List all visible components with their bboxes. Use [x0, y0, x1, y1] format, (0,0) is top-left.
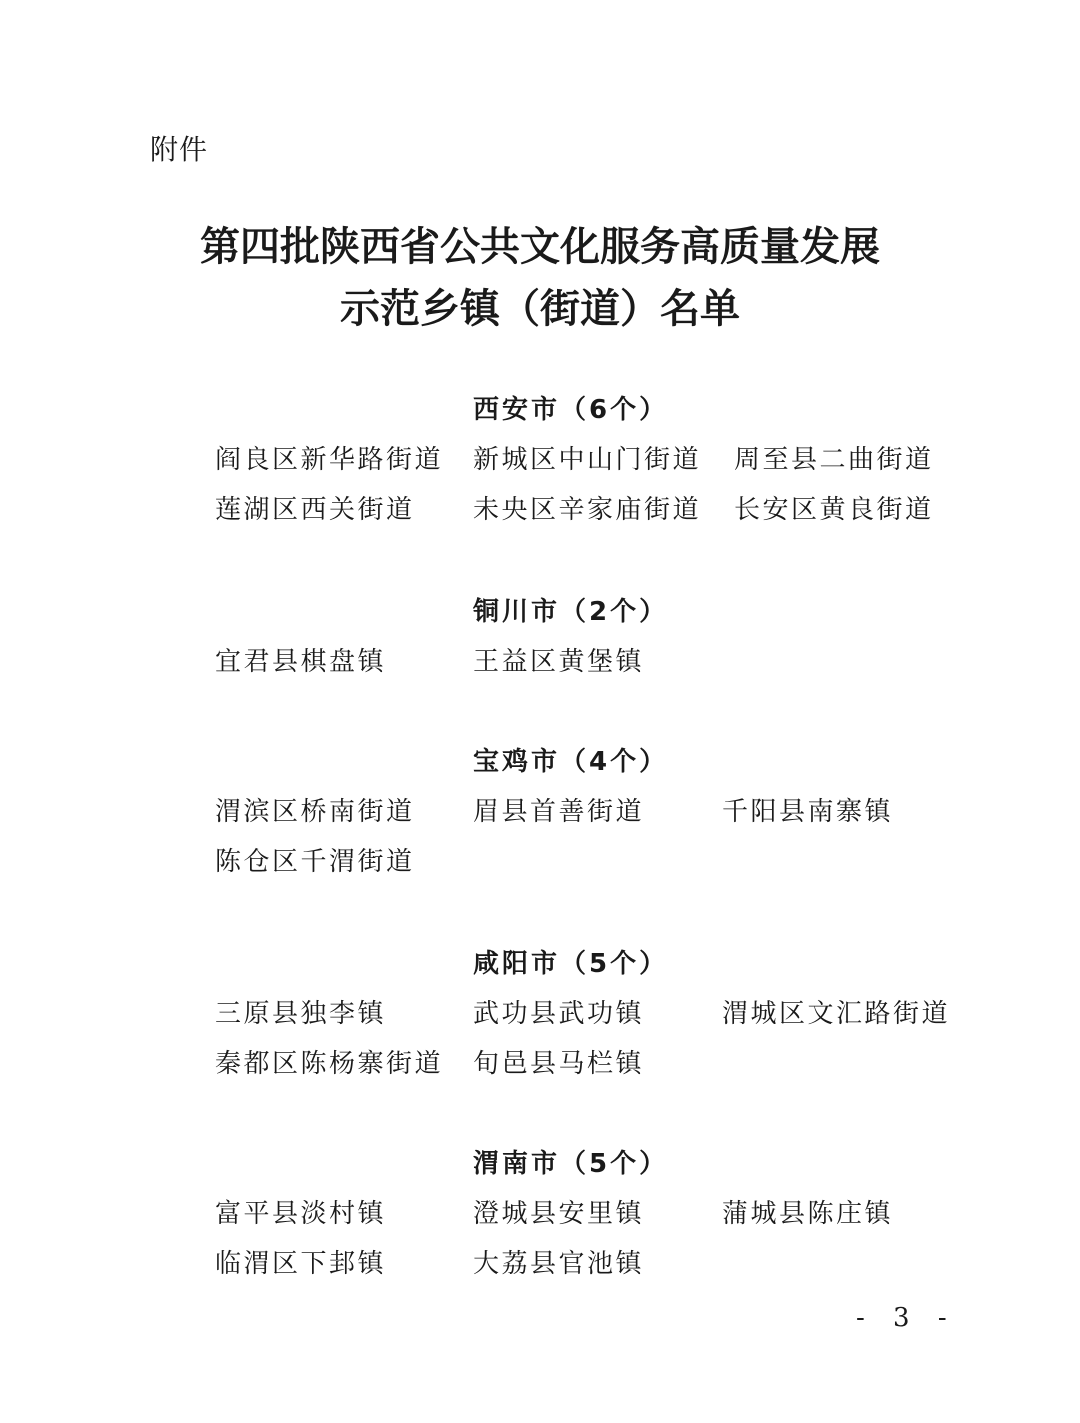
document-title [0, 216, 1080, 340]
city-heading: 咸阳市（5个） [473, 949, 669, 979]
town-item: 富平县淡村镇 [215, 1199, 387, 1229]
town-item: 王益区黄堡镇 [473, 647, 645, 677]
attachment-label: 附件 [150, 133, 209, 166]
town-item: 新城区中山门街道 [473, 445, 702, 475]
town-item: 未央区辛家庙街道 [473, 495, 702, 525]
town-item: 澄城县安里镇 [473, 1199, 645, 1229]
town-item: 蒲城县陈庄镇 [722, 1199, 894, 1229]
town-item: 阎良区新华路街道 [215, 445, 444, 475]
town-item: 大荔县官池镇 [473, 1249, 645, 1279]
document-title-line-1: 第四批陕西省公共文化服务高质量发展 [200, 223, 880, 270]
town-item: 周至县二曲街道 [734, 445, 934, 475]
document-title-line-2: 示范乡镇（街道）名单 [340, 285, 740, 332]
city-heading: 铜川市（2个） [473, 597, 669, 627]
city-heading: 宝鸡市（4个） [473, 747, 669, 777]
town-item: 眉县首善街道 [473, 797, 645, 827]
page-number: - 3 - [856, 1303, 957, 1333]
town-item: 秦都区陈杨寨街道 [215, 1049, 444, 1079]
town-item: 临渭区下邽镇 [215, 1249, 387, 1279]
city-heading: 渭南市（5个） [473, 1149, 669, 1179]
town-item: 千阳县南寨镇 [722, 797, 894, 827]
town-item: 武功县武功镇 [473, 999, 645, 1029]
town-item: 长安区黄良街道 [734, 495, 934, 525]
town-item: 陈仓区千渭街道 [215, 847, 415, 877]
town-item: 莲湖区西关街道 [215, 495, 415, 525]
town-item: 宜君县棋盘镇 [215, 647, 387, 677]
town-item: 渭滨区桥南街道 [215, 797, 415, 827]
town-item: 渭城区文汇路街道 [722, 999, 951, 1029]
town-item: 旬邑县马栏镇 [473, 1049, 645, 1079]
town-item: 三原县独李镇 [215, 999, 387, 1029]
city-heading: 西安市（6个） [473, 395, 669, 425]
